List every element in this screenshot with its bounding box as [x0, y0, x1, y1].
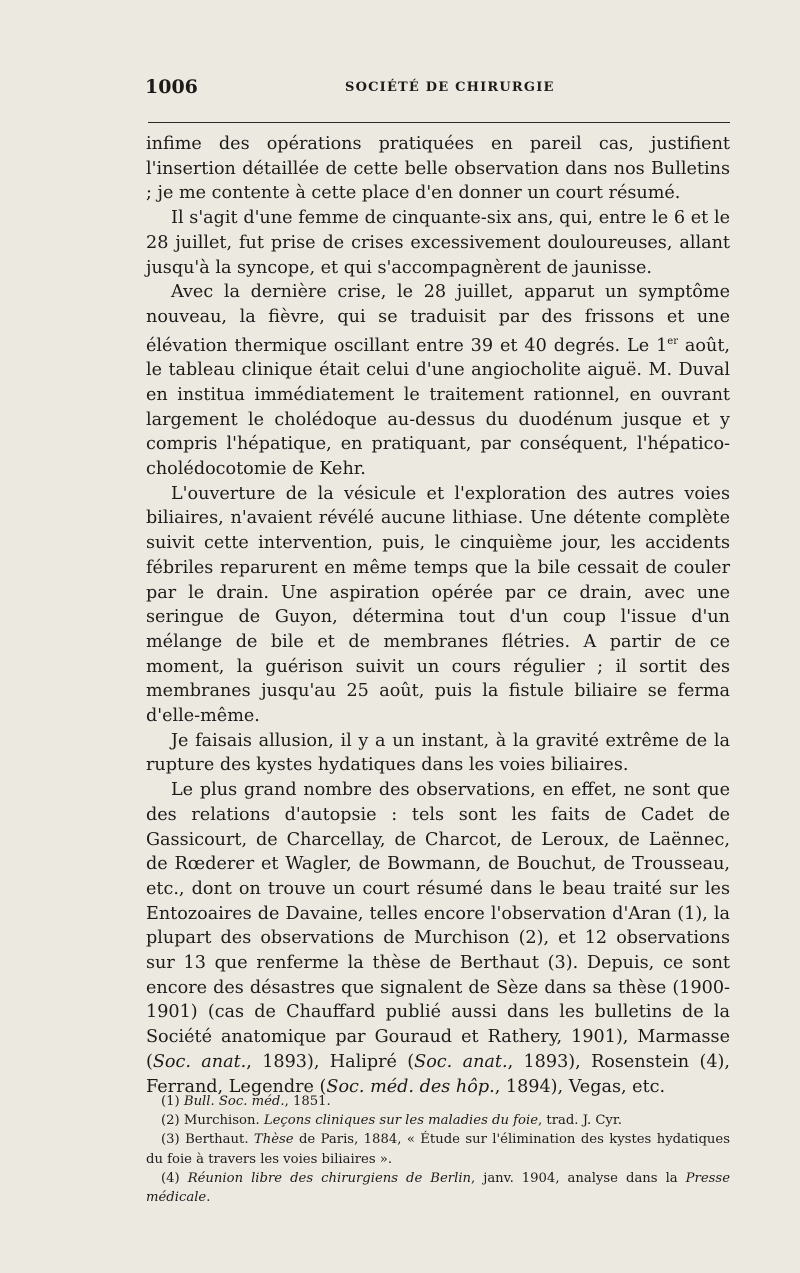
paragraph-6 [146, 778, 730, 1099]
header-rule [148, 122, 730, 123]
paragraph-6-part-d: , 1894), Vegas, etc. [494, 1076, 666, 1097]
paragraph-1: infime des opérations pratiquées en pareil cas, justifient l'insertion détaillée de cette belle observation dans nos Bulletins ; je me contente à cette place d'en donner un court résumé. [146, 134, 730, 204]
paragraph-3-part-a: Avec la dernière crise, le 28 juillet, apparut un symptôme nouveau, la fièvre, qui se traduisit par des frissons et une élévation thermique oscillant entre 39 et 40 degrés. Le 1 [146, 282, 730, 356]
citation-italic: Soc. anat. [414, 1051, 508, 1072]
footnote-1-title: Bull. Soc. méd. [183, 1094, 285, 1109]
footnote-1 [146, 1092, 730, 1111]
footnote-4-journal: Presse médicale [146, 1170, 730, 1206]
footnote-3-title: Thèse [253, 1132, 294, 1148]
footnote-2 [146, 1111, 730, 1130]
journal-title: SOCIÉTÉ DE CHIRURGIE [345, 80, 555, 95]
ordinal-superscript: er [667, 335, 678, 347]
footnote-4-middle: , janv. 1904, analyse dans la [471, 1170, 686, 1186]
footnotes [146, 1092, 730, 1207]
running-head [145, 76, 728, 102]
footnote-2-tail: , trad. J. Cyr. [538, 1113, 622, 1129]
citation-italic: Soc. anat. [152, 1051, 247, 1072]
paragraph-2: Il s'agit d'une femme de cinquante-six ans, qui, entre le 6 et le 28 juillet, fut prise de crises excessivement douloureuses, allant jusqu'à la syncope, et qui s'accompagnèrent de jaunisse. [146, 208, 730, 278]
paragraph-6-part-a: Le plus grand nombre des observations, en effet, ne sont que des relations d'autopsie : tels sont les faits de Cadet de Gassicourt, de Charcellay, de Charcot, de Leroux, de Laënnec, de Rœderer et Wagler, de Bowmann, de Bouchut, de Trousseau, etc., dont on trouve un court résumé dans le beau traité sur les Entozoaires de Davaine, telles encore l'observation d'Aran (1), la plupart des observations de Murchison (2), et 12 observations sur 13 que renferme la thèse de Berthaut (3). Depuis, ce sont encore des désastres que signalent de Sèze dans sa thèse (1900-1901) (cas de Chauffard publié aussi dans les bulletins de la Société anatomique par Gouraud et Rathery, 1901), Marmasse ( [146, 780, 730, 1072]
footnote-4-title: Réunion libre des chirurgiens de Berlin [187, 1170, 472, 1186]
footnote-1-tail: , 1851. [284, 1094, 331, 1109]
footnote-3-author: (3) Berthaut. [161, 1132, 254, 1148]
footnote-3-tail: de Paris, 1884, « Étude sur l'élimination des kystes hydatiques du foie à travers les voies biliaires ». [146, 1132, 730, 1167]
paragraph-4: L'ouverture de la vésicule et l'exploration des autres voies biliaires, n'avaient révélé aucune lithiase. Une détente complète suivit cette intervention, puis, le cinquième jour, les accidents fébriles reparurent en même temps que la bile cessait de couler par le drain. Une aspiration opérée par ce drain, avec une seringue de Guyon, détermina tout d'un coup l'issue d'un mélange de bile et de membranes flétries. A partir de ce moment, la guérison suivit un cours régulier ; il sortit des membranes jusqu'au 25 août, puis la fistule biliaire se ferma d'elle-même. [146, 483, 730, 727]
citation-italic: Soc. méd. des hôp. [326, 1076, 495, 1097]
footnote-3 [146, 1130, 730, 1168]
body-text [146, 132, 730, 1099]
paragraph-6-part-b: , 1893), Halipré ( [246, 1051, 415, 1072]
footnote-2-title: Leçons cliniques sur les maladies du foie [263, 1113, 539, 1129]
footnote-4 [146, 1169, 730, 1207]
footnote-4-tail: . [206, 1190, 211, 1206]
footnote-2-author: (2) Murchison. [161, 1113, 264, 1129]
footnote-1-marker: (1) [161, 1094, 184, 1109]
paragraph-6-part-c: , 1893), Rosenstein (4), Ferrand, Legendre ( [146, 1051, 730, 1097]
page-number: 1006 [145, 76, 198, 98]
paragraph-5: Je faisais allusion, il y a un instant, à la gravité extrême de la rupture des kystes hydatiques dans les voies biliaires. [146, 730, 730, 776]
paragraph-3-part-b: août, le tableau clinique était celui d'une angiocholite aiguë. M. Duval en institua immédiatement le traitement rationnel, en ouvrant largement le cholédoque au-dessus du duodénum jusque et y compris l'hépatique, en pratiquant, par conséquent, l'hépatico-cholédocotomie de Kehr. [146, 335, 730, 479]
paragraph-3 [146, 280, 730, 481]
footnote-4-marker: (4) [161, 1170, 188, 1186]
